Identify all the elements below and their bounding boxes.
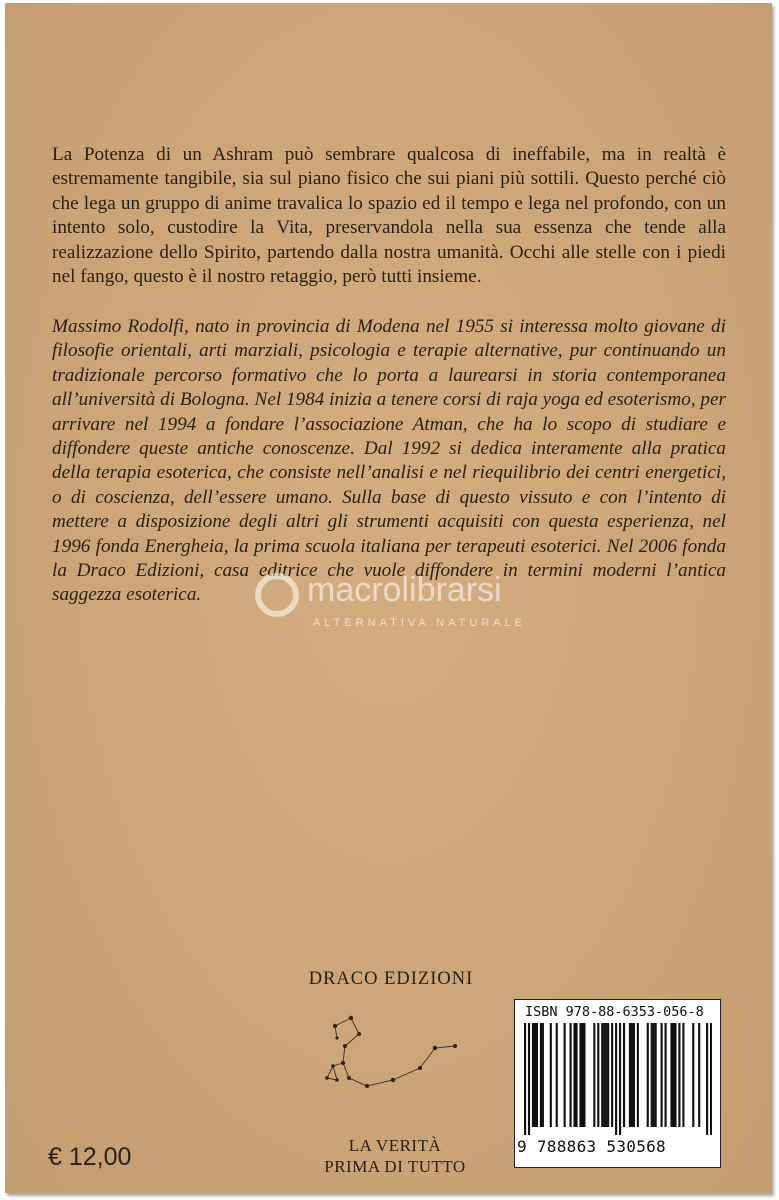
- barcode-bar: [579, 1023, 581, 1127]
- barcode-bar: [570, 1023, 572, 1127]
- motto-line-1: LA VERITÀ: [348, 1136, 442, 1155]
- book-blurb: La Potenza di un Ashram può sembrare qualcosa di ineffabile, ma in realtà è estremamente tangibile, sia sul piano fisico che sui piani più sottili. Questo perché ciò che lega un gruppo di anime travalica lo spazio ed il tempo e lega nel profondo, con un intento solo, custodire la Vita, preservandola nella sua essenza che tende alla realizzazione dello Spirito, partendo dalla nostra umanità. Occhi alle stelle con i piedi nel fango, questo è il nostro retaggio, però tutti insieme.: [52, 144, 726, 288]
- barcode-bar: [575, 1023, 577, 1127]
- barcode-bar: [532, 1023, 534, 1127]
- barcode-bar: [692, 1023, 694, 1127]
- barcode-bar: [678, 1023, 680, 1127]
- barcode-bar: [528, 1023, 530, 1135]
- isbn-barcode: [514, 999, 721, 1168]
- author-bio: Massimo Rodolfi, nato in provincia di Modena nel 1955 si interessa molto giovane di filosofie orientali, arti marziali, psicologia e terapie alternative, pur continuando un tradizionale percorso formativo che lo porta a laurearsi in storia contemporanea all’università di Bologna. Nel 1984 inizia a tenere corsi di raja yoga ed esoterismo, per arrivare nel 1994 a fondare l’associazione Atman, che ha lo scopo di studiare e diffondere queste antiche conoscenze. Dal 1992 si dedica interamente alla pratica della terapia esoterica, che consiste nell’analisi e nel riequilibrio dei centri energetici, o di coscienza, dell’essere umano. Sulla base di questo vissuto e con l’intento di mettere a disposizione degli altri gli strumenti acquisiti con questa esperienza, nel 1996 fonda Energheia, la prima scuola italiana per terapeuti esoterici. Nel 2006 fonda la Draco Edizioni, casa editrice che vuole diffondere in termini moderni l’antica saggezza esoterica.: [52, 316, 726, 606]
- barcode-bar: [550, 1023, 552, 1127]
- price: € 12,00: [48, 1143, 132, 1171]
- barcode-bar: [534, 1023, 536, 1127]
- barcode-bar: [536, 1023, 538, 1127]
- barcode-bar: [623, 1023, 625, 1127]
- barcode-bar: [674, 1023, 676, 1127]
- barcode-bar: [629, 1023, 631, 1127]
- publisher-motto: [305, 1135, 485, 1177]
- barcode-bar: [631, 1023, 633, 1127]
- motto-line-2: PRIMA DI TUTTO: [324, 1157, 466, 1176]
- barcode-bar: [581, 1023, 583, 1127]
- barcode-bar: [540, 1023, 542, 1127]
- barcode-bar: [637, 1023, 639, 1127]
- barcode-bar: [672, 1023, 674, 1127]
- barcode-bar: [710, 1023, 712, 1135]
- barcode-number: 9 788863 530568: [517, 1137, 666, 1156]
- barcode-bar: [698, 1023, 700, 1127]
- barcode-bar: [556, 1023, 558, 1127]
- barcode-bar: [524, 1023, 526, 1135]
- barcode-bar: [601, 1023, 603, 1127]
- barcode-bar: [605, 1023, 607, 1127]
- barcode-bar: [706, 1023, 708, 1135]
- barcode-bar: [611, 1023, 613, 1127]
- barcode-bar: [651, 1023, 653, 1127]
- draco-constellation-icon: [315, 1008, 475, 1098]
- isbn-label: ISBN 978-88-6353-056-8: [525, 1004, 704, 1020]
- barcode-bar: [607, 1023, 609, 1127]
- watermark-tagline: ALTERNATIVA NATURALE: [313, 617, 527, 629]
- barcode-bar: [682, 1023, 684, 1127]
- publisher-name: DRACO EDIZIONI: [308, 969, 474, 989]
- barcode-bar: [603, 1023, 605, 1127]
- barcode-bar: [573, 1023, 575, 1127]
- barcode-bar: [647, 1023, 649, 1127]
- barcode-bar: [593, 1023, 595, 1127]
- barcode-bar: [583, 1023, 585, 1127]
- barcode-bar: [564, 1023, 566, 1127]
- barcode-bar: [653, 1023, 655, 1127]
- barcode-icon: [524, 1023, 712, 1135]
- barcode-bar: [655, 1023, 657, 1127]
- barcode-bar: [619, 1023, 621, 1135]
- watermark-name: macrolibrarsi: [307, 571, 502, 609]
- barcode-bar: [670, 1023, 672, 1127]
- barcode-bar: [597, 1023, 599, 1127]
- barcode-bar: [615, 1023, 617, 1135]
- barcode-bar: [661, 1023, 663, 1127]
- barcode-bar: [633, 1023, 635, 1127]
- barcode-bar: [665, 1023, 667, 1127]
- barcode-bar: [542, 1023, 544, 1127]
- book-back-cover: [5, 3, 772, 1193]
